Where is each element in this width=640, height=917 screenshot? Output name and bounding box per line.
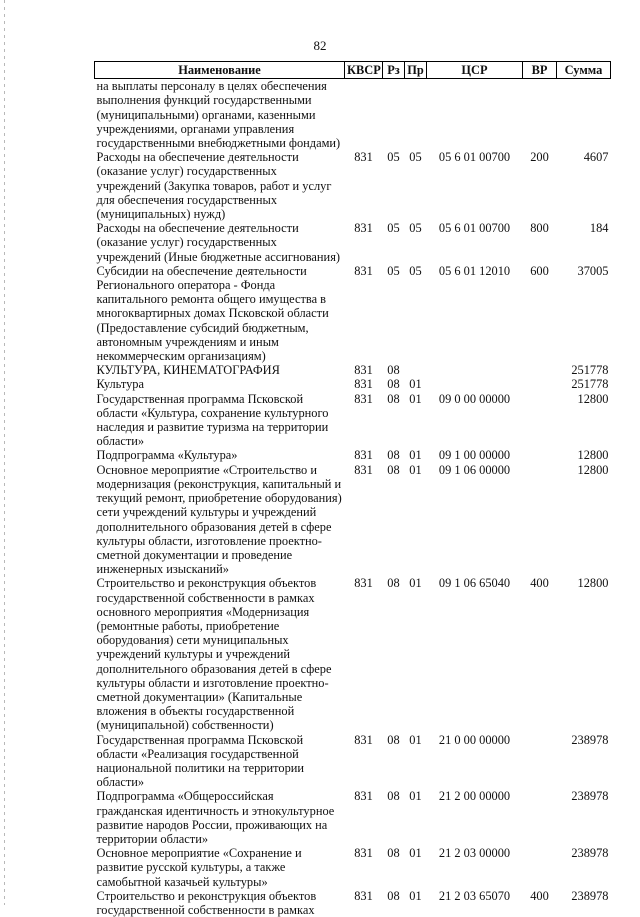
row-kvsr: 831 — [354, 363, 373, 378]
row-name: Расходы на обеспечение деятельности (оказание услуг) государственных учреждений (Закупка товаров, работ и услуг для обеспечения государственных (муниципальных) нужд) — [96, 150, 332, 222]
row-pr — [405, 79, 427, 151]
row-sum: 251778 — [571, 377, 609, 392]
row-vr — [523, 846, 557, 889]
row-csr: 05 6 01 00700 — [438, 221, 511, 236]
row-kvsr: 831 — [354, 391, 373, 406]
budget-table — [94, 61, 611, 917]
row-vr — [523, 363, 557, 377]
row-sum: 12800 — [577, 391, 609, 406]
row-csr: 05 6 01 12010 — [438, 263, 511, 278]
row-name: на выплаты персоналу в целях обеспечения выполнения функций государственными (муниципальными) органами, казенными учреждениями, органами управления государственными внебюджетными фондами) — [96, 79, 341, 151]
row-name: Подпрограмма «Культура» — [96, 448, 238, 463]
row-name: Культура — [96, 377, 144, 392]
table-row — [95, 463, 611, 577]
table-row — [95, 221, 611, 264]
row-kvsr: 831 — [354, 789, 373, 804]
row-pr: 01 — [409, 888, 422, 903]
row-csr — [427, 363, 523, 377]
row-vr — [523, 789, 557, 846]
row-csr — [427, 79, 523, 151]
header-name: Наименование — [95, 62, 345, 79]
table-body — [95, 79, 611, 917]
row-vr — [523, 392, 557, 449]
row-vr: 200 — [530, 150, 549, 165]
table-row — [95, 733, 611, 790]
row-csr: 05 6 01 00700 — [438, 150, 511, 165]
row-rz: 08 — [387, 846, 400, 861]
row-vr — [523, 79, 557, 151]
row-name: Расходы на обеспечение деятельности (оказание услуг) государственных учреждений (Иные бюджетные ассигнования) — [96, 221, 341, 264]
table-row — [95, 150, 611, 221]
row-pr: 01 — [409, 448, 422, 463]
row-pr: 01 — [409, 377, 422, 392]
row-name: Субсидии на обеспечение деятельности Регионального оператора - Фонда капитального ремонта общего имущества в многоквартирных домах Псковской области (Предоставление субсидий бюджетным, автономным учреждениям и иным некоммерческим организациям) — [96, 263, 329, 364]
row-rz: 08 — [387, 888, 400, 903]
row-name: Государственная программа Псковской области «Культура, сохранение культурного наследия и развитие туризма на территории области» — [96, 391, 329, 449]
row-rz: 08 — [387, 377, 400, 392]
row-sum: 184 — [589, 221, 609, 236]
row-pr: 01 — [409, 462, 422, 477]
row-name: Государственная программа Псковской области «Реализация государственной национальной политики на территории области» — [96, 732, 305, 790]
row-vr — [523, 733, 557, 790]
row-rz: 05 — [387, 221, 400, 236]
row-name: КУЛЬТУРА, КИНЕМАТОГРАФИЯ — [96, 363, 280, 378]
row-rz — [383, 79, 405, 151]
row-name: Основное мероприятие «Сохранение и развитие русской культуры, а также самобытной казачьей культуры» — [96, 846, 302, 889]
row-kvsr: 831 — [354, 846, 373, 861]
row-pr: 01 — [409, 391, 422, 406]
row-csr: 21 2 00 00000 — [438, 789, 511, 804]
row-sum: 238978 — [571, 789, 609, 804]
header-kvsr: КВСР — [345, 62, 383, 79]
row-vr: 800 — [530, 221, 549, 236]
row-sum: 37005 — [577, 263, 609, 278]
row-pr: 05 — [409, 150, 422, 165]
row-pr: 05 — [409, 263, 422, 278]
table-row — [95, 889, 611, 917]
row-pr: 01 — [409, 732, 422, 747]
table-header-row — [95, 62, 611, 79]
row-csr: 21 2 03 00000 — [438, 846, 511, 861]
row-kvsr: 831 — [354, 462, 373, 477]
row-csr: 21 2 03 65070 — [438, 888, 511, 903]
row-rz: 08 — [387, 462, 400, 477]
header-rz: Рз — [383, 62, 405, 79]
row-rz: 08 — [387, 732, 400, 747]
row-csr: 09 1 06 00000 — [438, 462, 511, 477]
row-csr: 09 1 06 65040 — [438, 576, 511, 591]
header-sum: Сумма — [557, 62, 611, 79]
row-pr — [405, 363, 427, 377]
scan-edge-artifact — [4, 0, 5, 905]
row-rz: 08 — [387, 448, 400, 463]
row-name: Подпрограмма «Общероссийская гражданская идентичность и этнокультурное развитие народов России, проживающих на территории области» — [96, 789, 335, 846]
row-csr: 09 1 00 00000 — [438, 448, 511, 463]
row-name: Основное мероприятие «Строительство и модернизация (реконструкция, капитальный и текущий ремонт, приобретение оборудования) сети учреждений культуры и учреждений дополнительного образования детей в сфере культуры области, изготовление проектно-сметной документации и проведение инженерных изысканий» — [96, 462, 342, 577]
row-vr — [523, 377, 557, 391]
row-sum: 238978 — [571, 732, 609, 747]
row-sum: 12800 — [577, 448, 609, 463]
row-pr: 01 — [409, 576, 422, 591]
row-rz: 08 — [387, 576, 400, 591]
row-kvsr: 831 — [354, 377, 373, 392]
row-kvsr — [345, 79, 383, 151]
row-rz: 08 — [387, 789, 400, 804]
header-pr: Пр — [405, 62, 427, 79]
row-kvsr: 831 — [354, 221, 373, 236]
row-kvsr: 831 — [354, 263, 373, 278]
table-row — [95, 448, 611, 462]
page-number: 82 — [313, 38, 327, 53]
table-row — [95, 79, 611, 151]
row-sum: 251778 — [571, 363, 609, 378]
row-vr: 400 — [530, 576, 549, 591]
row-vr: 400 — [530, 888, 549, 903]
row-rz: 08 — [387, 391, 400, 406]
table-row — [95, 377, 611, 391]
header-vr: ВР — [523, 62, 557, 79]
row-kvsr: 831 — [354, 732, 373, 747]
row-vr: 600 — [530, 263, 549, 278]
row-csr: 21 0 00 00000 — [438, 732, 511, 747]
row-csr — [427, 377, 523, 391]
table-row — [95, 846, 611, 889]
row-rz: 05 — [387, 263, 400, 278]
row-sum: 12800 — [577, 576, 609, 591]
table-row — [95, 392, 611, 449]
row-rz: 08 — [387, 363, 400, 378]
row-sum: 4607 — [583, 150, 609, 165]
row-rz: 05 — [387, 150, 400, 165]
row-sum: 238978 — [571, 888, 609, 903]
row-name: Строительство и реконструкция объектов государственной собственности в рамках — [96, 888, 317, 917]
row-vr — [523, 463, 557, 577]
row-name: Строительство и реконструкция объектов государственной собственности в рамках основного мероприятия «Модернизация (ремонтные работы, приобретение оборудования) сети муниципальных учреждений культуры и учреждений дополнительного образования детей в сфере культуры области и изготовление проектно-сметной документации» (Капитальные вложения в объекты государственной (муниципальной) собственности) — [96, 576, 332, 733]
row-sum — [557, 79, 611, 151]
row-sum: 12800 — [577, 462, 609, 477]
table-row — [95, 576, 611, 732]
row-kvsr: 831 — [354, 576, 373, 591]
header-csr: ЦСР — [427, 62, 523, 79]
table-row — [95, 789, 611, 846]
row-kvsr: 831 — [354, 448, 373, 463]
row-kvsr: 831 — [354, 150, 373, 165]
row-pr: 01 — [409, 789, 422, 804]
row-vr — [523, 448, 557, 462]
row-sum: 238978 — [571, 846, 609, 861]
table-row — [95, 264, 611, 363]
row-kvsr: 831 — [354, 888, 373, 903]
row-pr: 01 — [409, 846, 422, 861]
row-csr: 09 0 00 00000 — [438, 391, 511, 406]
row-pr: 05 — [409, 221, 422, 236]
table-row — [95, 363, 611, 377]
